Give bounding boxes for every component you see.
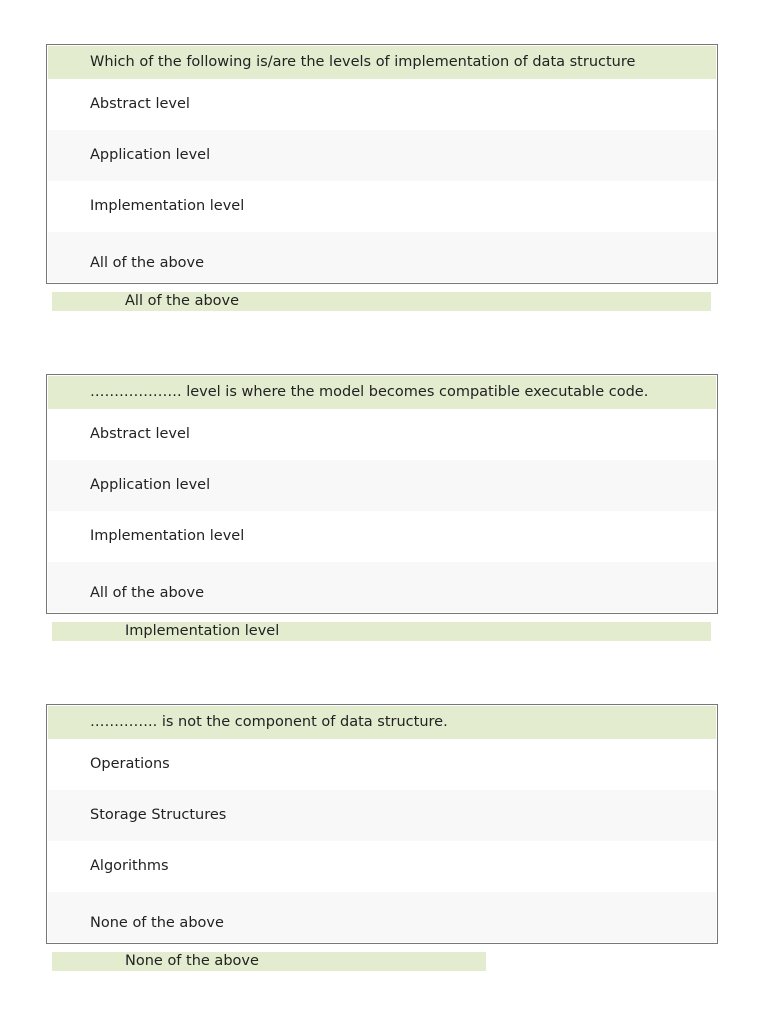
answer-text: All of the above	[52, 292, 711, 311]
question-table	[46, 704, 718, 944]
question-text: Which of the following is/are the levels of implementation of data structure	[48, 46, 716, 79]
option-c[interactable]: Algorithms	[48, 841, 716, 892]
option-d[interactable]: None of the above	[48, 892, 716, 942]
question-block-1	[46, 44, 718, 309]
question-table	[46, 374, 718, 614]
option-b[interactable]: Application level	[48, 460, 716, 511]
option-a[interactable]: Abstract level	[48, 409, 716, 460]
option-a[interactable]: Abstract level	[48, 79, 716, 130]
answer-text: None of the above	[52, 952, 486, 971]
option-c[interactable]: Implementation level	[48, 181, 716, 232]
answer-text: Implementation level	[52, 622, 711, 641]
option-a[interactable]: Operations	[48, 739, 716, 790]
option-c[interactable]: Implementation level	[48, 511, 716, 562]
option-d[interactable]: All of the above	[48, 562, 716, 612]
option-b[interactable]: Storage Structures	[48, 790, 716, 841]
question-block-3	[46, 704, 718, 969]
question-table	[46, 44, 718, 284]
option-d[interactable]: All of the above	[48, 232, 716, 282]
question-text: ………….. is not the component of data structure.	[48, 706, 716, 739]
option-b[interactable]: Application level	[48, 130, 716, 181]
question-block-2	[46, 374, 718, 639]
question-text: ………………. level is where the model becomes compatible executable code.	[48, 376, 716, 409]
